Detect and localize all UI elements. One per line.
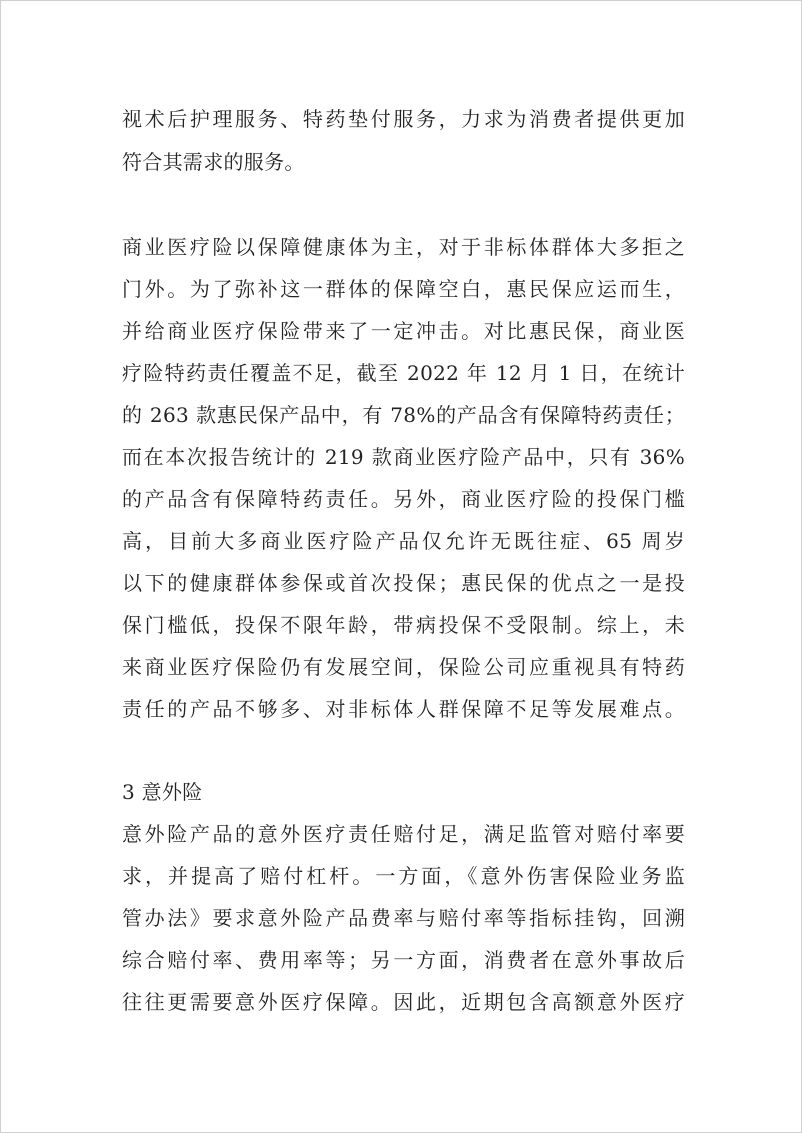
section-3-line: 意外险产品的意外医疗责任赔付足，满足监管对赔付率要 — [122, 822, 685, 846]
section-heading: 3 意外险 — [122, 780, 203, 804]
section-3-line: 管办法》要求意外险产品费率与赔付率等指标挂钩，回溯 — [122, 906, 685, 930]
paragraph-2-line: 以下的健康群体参保或首次投保；惠民保的优点之一是投 — [122, 571, 685, 595]
paragraph-2-line: 来商业医疗保险仍有发展空间，保险公司应重视具有特药 — [122, 655, 685, 679]
paragraph-2-line: 保门槛低，投保不限年龄，带病投保不受限制。综上，未 — [122, 613, 685, 637]
paragraph-2-line: 责任的产品不够多、对非标体人群保障不足等发展难点。 — [122, 697, 685, 721]
section-3-line: 求，并提高了赔付杠杆。一方面，《意外伤害保险业务监 — [122, 864, 685, 888]
section-3-line: 往往更需要意外医疗保障。因此，近期包含高额意外医疗 — [122, 990, 685, 1014]
paragraph-2-line: 的 263 款惠民保产品中，有 78%的产品含有保障特药责任； — [122, 403, 685, 427]
section-3-line: 综合赔付率、费用率等；另一方面，消费者在意外事故后 — [122, 948, 685, 972]
paragraph-2-line: 门外。为了弥补这一群体的保障空白，惠民保应运而生， — [122, 277, 685, 301]
paragraph-2-line: 疗险特药责任覆盖不足，截至 2022 年 12 月 1 日，在统计 — [122, 361, 685, 385]
paragraph-1-line: 视术后护理服务、特药垫付服务，力求为消费者提供更加 — [122, 107, 685, 131]
paragraph-2-line: 而在本次报告统计的 219 款商业医疗险产品中，只有 36% — [122, 445, 685, 469]
paragraph-2-line: 高，目前大多商业医疗险产品仅允许无既往症、65 周岁 — [122, 529, 685, 553]
paragraph-2-line: 并给商业医疗保险带来了一定冲击。对比惠民保，商业医 — [122, 319, 685, 343]
paragraph-2-line: 商业医疗险以保障健康体为主，对于非标体群体大多拒之 — [122, 235, 685, 259]
paragraph-2-line: 的产品含有保障特药责任。另外，商业医疗险的投保门槛 — [122, 487, 685, 511]
paragraph-1-line: 符合其需求的服务。 — [122, 150, 305, 174]
